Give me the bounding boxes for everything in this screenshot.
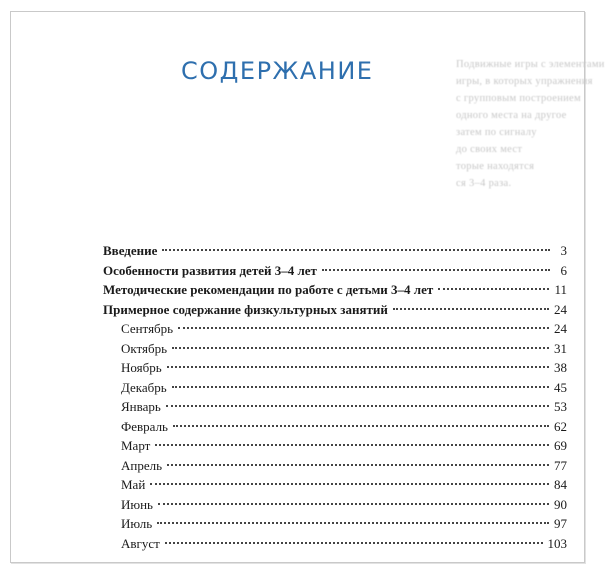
toc-entry-page-number: 6 <box>560 262 567 278</box>
toc-entry-label: Январь <box>121 399 161 414</box>
bleed-line: Подвижные игры с элементами <box>456 59 605 70</box>
toc-entry-page-number: 62 <box>554 418 567 434</box>
toc-entry-page-number: 84 <box>554 477 567 492</box>
bleed-line: до своих мест <box>456 144 523 155</box>
dot-leader <box>165 529 543 544</box>
bleed-line: ся 3–4 раза. <box>456 178 512 189</box>
dot-leader <box>150 470 549 485</box>
toc-entry-page-number: 11 <box>554 282 567 297</box>
dot-leader <box>438 275 549 290</box>
book-page <box>10 11 605 563</box>
dot-leader <box>322 256 550 271</box>
toc-entry-label: Введение <box>103 243 158 258</box>
dot-leader <box>166 392 549 407</box>
toc-entry-page-number: 24 <box>554 301 567 317</box>
toc-entry-page-number: 31 <box>554 340 567 356</box>
toc-entry-label: Октябрь <box>121 340 168 356</box>
toc-entry-page-number: 3 <box>560 243 567 258</box>
toc-entry-page-number: 69 <box>554 438 567 453</box>
toc-entry-label: Апрель <box>121 457 163 473</box>
toc-entry-label: Июль <box>121 516 153 531</box>
bleed-line: затем по сигналу <box>456 127 537 138</box>
dot-leader <box>173 412 549 427</box>
dot-leader <box>172 334 549 349</box>
toc-entry-page-number: 97 <box>554 516 567 531</box>
toc-entry-label: Декабрь <box>121 379 167 395</box>
page-title: СОДЕРЖАНИЕ <box>181 57 374 85</box>
toc-entry-label: Особенности развития детей 3–4 лет <box>103 262 317 278</box>
bleed-line: игры, в которых упражнения <box>456 76 593 87</box>
toc-entry-label: Февраль <box>121 418 168 434</box>
toc-entry-label: Примерное содержание физкультурных занятий <box>103 301 388 317</box>
toc-entry-label: Май <box>121 477 146 492</box>
table-of-contents <box>103 240 567 552</box>
toc-entry-label: Март <box>121 438 151 453</box>
bleed-line: торые находятся <box>456 161 535 172</box>
toc-entry-page-number: 90 <box>554 496 567 512</box>
toc-entry-label: Июнь <box>121 496 153 512</box>
toc-entry-page-number: 103 <box>547 535 567 551</box>
toc-entry-page-number: 24 <box>554 321 567 336</box>
toc-entry-label: Ноябрь <box>121 360 162 375</box>
dot-leader <box>167 451 549 466</box>
toc-entry-label: Август <box>121 535 160 551</box>
toc-entry-label: Сентябрь <box>121 321 174 336</box>
dot-leader <box>158 490 549 505</box>
dot-leader <box>155 431 549 446</box>
toc-entry-page-number: 77 <box>554 457 567 473</box>
dot-leader <box>178 314 549 329</box>
dot-leader <box>157 509 549 524</box>
toc-entry-page-number: 38 <box>554 360 567 375</box>
dot-leader <box>172 373 549 388</box>
bleed-line: одного места на другое <box>456 110 567 121</box>
dot-leader <box>167 353 549 368</box>
toc-entry-page-number: 45 <box>554 379 567 395</box>
toc-entry-page-number: 53 <box>554 399 567 414</box>
bleed-through-text <box>456 56 605 192</box>
dot-leader <box>162 236 550 251</box>
dot-leader <box>393 295 549 310</box>
bleed-line: с групповым построением <box>456 93 581 104</box>
toc-entry-label: Методические рекомендации по работе с детьми 3–4 лет <box>103 282 434 297</box>
toc-entry <box>103 533 567 553</box>
